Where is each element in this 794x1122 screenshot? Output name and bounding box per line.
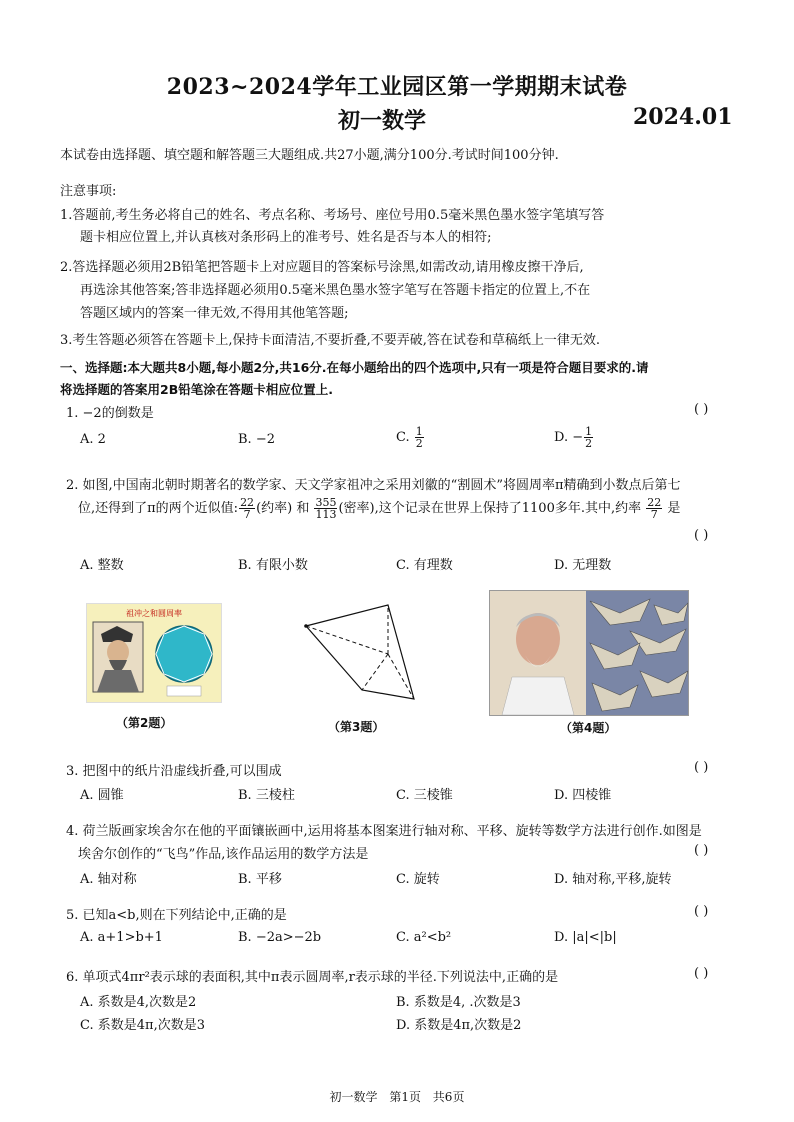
q4-option-d: D. 轴对称,平移,旋转: [554, 872, 672, 887]
question-4-line-2: 埃舍尔创作的“飞鸟”作品,该作品运用的数学方法是: [78, 847, 369, 862]
fraction-numerator: 355: [315, 496, 337, 509]
page-footer: 初一数学 第1页 共6页: [329, 1090, 465, 1104]
notes-heading: 注意事项:: [60, 184, 117, 199]
intro-text: 本试卷由选择题、填空题和解答题三大题组成.共27小题,满分100分.考试时间100分钟.: [60, 148, 559, 163]
paper-net-figure: [296, 600, 446, 712]
exam-title: 2023~2024学年工业园区第一学期期末试卷: [166, 74, 628, 100]
q6-option-c: C. 系数是4π,次数是3: [80, 1018, 205, 1033]
figure-3-caption: （第3题）: [328, 720, 385, 734]
fraction-denominator: 7: [650, 508, 658, 521]
q3-option-c: C. 三棱锥: [396, 788, 453, 803]
note-1-line-2: 题卡相应位置上,并认真核对条形码上的准考号、姓名是否与本人的相符;: [80, 230, 492, 245]
q2-text-d: 是: [667, 501, 681, 516]
exam-subject: 初一数学: [338, 108, 427, 134]
q4-option-a: A. 轴对称: [80, 872, 137, 887]
fraction-denominator: 7: [243, 508, 251, 521]
q2-text-c: (密率),这个记录在世界上保持了1100多年.其中,约率: [338, 501, 642, 516]
exam-date: 2024.01: [633, 104, 733, 130]
figure-4-image: [489, 590, 689, 716]
answer-blank-4: ( ): [694, 843, 709, 858]
answer-blank-2: ( ): [694, 528, 709, 543]
question-6-stem: 6. 单项式4πr²表示球的表面积,其中π表示圆周率,r表示球的半径.下列说法中,正确的是: [66, 970, 559, 985]
question-2-line-1: 2. 如图,中国南北朝时期著名的数学家、天文学家祖冲之采用刘徽的“割圆术”将圆周率π精确到小数点后第七: [66, 478, 681, 493]
q1-option-b: B. −2: [238, 432, 275, 447]
fraction-denominator: 113: [315, 508, 337, 521]
note-1-line-1: 1.答题前,考生务必将自己的姓名、考点名称、考场号、座位号用0.5毫米黑色墨水签字笔填写答: [60, 208, 605, 223]
fraction-355-113: [314, 497, 337, 520]
q5-option-d: D. |a|<|b|: [554, 930, 617, 945]
fraction-numerator: 1: [585, 425, 593, 438]
q2-text-a: 位,还得到了π的两个近似值:: [78, 501, 239, 516]
figure-2-image: [86, 603, 222, 703]
note-2-line-1: 2.答选择题必须用2B铅笔把答题卡上对应题目的答案标号涂黑,如需改动,请用橡皮擦干净后,: [60, 260, 584, 275]
fraction-numerator: 22: [647, 496, 662, 509]
q5-option-c: C. a²<b²: [396, 930, 452, 945]
answer-blank-1: ( ): [694, 402, 709, 417]
fraction-one-half: [584, 426, 593, 449]
q3-option-d: D. 四棱锥: [554, 788, 612, 803]
figure-4-caption: （第4题）: [560, 721, 617, 735]
note-2-line-2: 再选涂其他答案;答非选择题必须用0.5毫米黑色墨水签字笔写在答题卡指定的位置上,不在: [80, 283, 591, 298]
q2-text-b: (约率) 和: [256, 501, 310, 516]
q2-option-c: C. 有理数: [396, 558, 453, 573]
q5-option-a: A. a+1>b+1: [80, 930, 163, 945]
question-1-stem: 1. −2的倒数是: [66, 406, 154, 421]
fraction-denominator: 2: [585, 437, 593, 450]
q1-option-d: [554, 426, 594, 449]
question-4-line-1: 4. 荷兰版画家埃舍尔在他的平面镶嵌画中,运用将基本图案进行轴对称、平移、旋转等数学方法进行创作.如图是: [66, 824, 702, 839]
answer-blank-3: ( ): [694, 760, 709, 775]
q6-option-a: A. 系数是4,次数是2: [80, 995, 197, 1010]
q3-option-b: B. 三棱柱: [238, 788, 295, 803]
q6-option-b: B. 系数是4, .次数是3: [396, 995, 521, 1010]
q4-option-c: C. 旋转: [396, 872, 440, 887]
fraction-22-7: [646, 497, 662, 520]
q2-option-d: D. 无理数: [554, 558, 612, 573]
note-2-line-3: 答题区域内的答案一律无效,不得用其他笔答题;: [80, 306, 349, 321]
q1-option-d-label: D. −: [554, 430, 584, 445]
fraction-22-7: [239, 497, 255, 520]
q1-option-c-label: C.: [396, 430, 414, 445]
section-1-heading-line-1: 一、选择题:本大题共8小题,每小题2分,共16分.在每小题给出的四个选项中,只有一项是符合题目要求的.请: [60, 360, 649, 375]
figure-2-caption: （第2题）: [116, 716, 173, 730]
q5-option-b: B. −2a>−2b: [238, 930, 322, 945]
escher-portrait-birds-icon: [490, 591, 688, 715]
fraction-numerator: 22: [240, 496, 255, 509]
q1-option-a: A. 2: [80, 432, 106, 447]
answer-blank-6: ( ): [694, 966, 709, 981]
q1-option-c: [396, 426, 425, 449]
q2-option-a: A. 整数: [80, 558, 124, 573]
question-5-stem: 5. 已知a<b,则在下列结论中,正确的是: [66, 908, 287, 923]
fraction-denominator: 2: [415, 437, 423, 450]
question-2-line-2: [78, 497, 758, 521]
note-3: 3.考生答题必须答在答题卡上,保持卡面清洁,不要折叠,不要弄破,答在试卷和草稿纸上一律无效.: [60, 333, 601, 348]
section-1-heading-line-2: 将选择题的答案用2B铅笔涂在答题卡相应位置上.: [60, 382, 333, 397]
q4-option-b: B. 平移: [238, 872, 282, 887]
q6-option-d: D. 系数是4π,次数是2: [396, 1018, 522, 1033]
question-3-stem: 3. 把图中的纸片沿虚线折叠,可以围成: [66, 764, 282, 779]
fraction-one-half: [415, 426, 424, 449]
answer-blank-5: ( ): [694, 904, 709, 919]
figure-2-label: 祖冲之和圆周率: [126, 609, 182, 618]
fraction-numerator: 1: [415, 425, 423, 438]
q2-option-b: B. 有限小数: [238, 558, 308, 573]
q3-option-a: A. 圆锥: [80, 788, 124, 803]
inscribed-polygon-icon: [149, 618, 219, 700]
